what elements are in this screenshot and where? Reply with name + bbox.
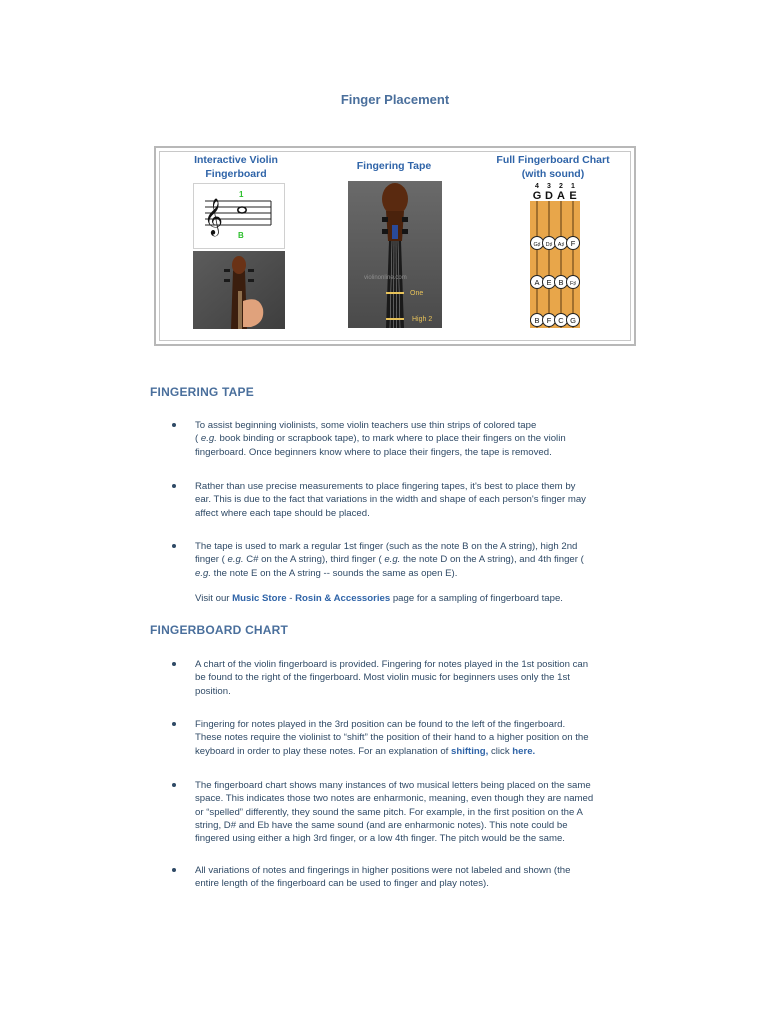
music-staff-image[interactable] xyxy=(193,183,285,249)
fingering-tape-list xyxy=(172,480,647,520)
text-line: space. This indicates those two notes are enharmonic, meaning, even though they are named xyxy=(195,793,594,805)
text-line: string, D# and Eb have the same sound (and are enharmonic notes). This note could be xyxy=(195,819,568,831)
full-chart-title-line2: (with sound) xyxy=(521,168,585,180)
full-fingerboard-chart-title[interactable] xyxy=(488,153,618,181)
interactive-fingerboard-title[interactable] xyxy=(176,153,296,181)
fingering-tape-list xyxy=(172,419,647,459)
text-line: finger ( e.g. C# on the A string), third finger ( e.g. the note D on the A string), and 4th finger ( xyxy=(195,554,584,566)
text-line: entire length of the fingerboard can be used to finger and play notes). xyxy=(195,878,489,890)
note-row3-a: C xyxy=(558,316,564,325)
fingering-tape-list xyxy=(172,540,647,580)
note-row2-e: F♯ xyxy=(569,281,577,287)
staff-finger-number: 1 xyxy=(239,190,244,199)
fingerboard-chart-list xyxy=(172,718,647,758)
list-item xyxy=(172,480,647,520)
tape-high2-label: High 2 xyxy=(412,316,433,323)
watermark-text: violinonline.com xyxy=(364,275,407,281)
treble-clef-icon: 𝄞 xyxy=(204,197,223,235)
note-row1-e: F xyxy=(570,239,576,248)
rosin-accessories-link[interactable]: Rosin & Accessories xyxy=(295,593,391,604)
text-line: fingered using either a high 3rd finger, or a low 4th finger. The pitch would be the same. xyxy=(195,833,565,845)
fingering-tape-heading: FINGERING TAPE xyxy=(150,385,254,399)
bullet-icon xyxy=(172,868,176,872)
bullet-icon xyxy=(172,423,176,427)
music-store-link[interactable]: Music Store xyxy=(232,593,287,604)
visit-store-paragraph: Visit our Music Store - Rosin & Accessories page for a sampling of fingerboard tape. xyxy=(195,593,563,604)
note-row2-a: B xyxy=(558,278,564,287)
string-number-3: 3 xyxy=(547,183,551,190)
string-number-4: 4 xyxy=(535,183,539,190)
figure-panel xyxy=(154,146,636,346)
fingering-tape-photo[interactable] xyxy=(348,181,442,328)
string-label-e: E xyxy=(569,190,577,202)
text-line: e.g. the note E on the A string -- sounds the same as open E). xyxy=(195,567,458,579)
text-line: Fingering for notes played in the 3rd position can be found to the left of the fingerboard. xyxy=(195,719,566,730)
note-row3-d: F xyxy=(546,316,552,325)
list-item xyxy=(172,718,647,758)
violin-hand-photo xyxy=(193,251,285,329)
list-item xyxy=(172,779,647,845)
full-chart-title-line1: Full Fingerboard Chart xyxy=(496,154,610,166)
fingerboard-chart-list xyxy=(172,658,647,698)
list-item xyxy=(172,864,647,891)
list-item xyxy=(172,419,647,459)
string-number-2: 2 xyxy=(559,183,563,190)
note-row3-g: B xyxy=(534,316,540,325)
note-row2-g: A xyxy=(534,278,540,287)
string-label-a: A xyxy=(557,190,565,202)
text-line: To assist beginning violinists, some violin teachers use thin strips of colored tape xyxy=(195,420,537,431)
bullet-icon xyxy=(172,783,176,787)
text-line: fingerboard. Once beginners know where to place their fingers, the tape is removed. xyxy=(195,446,552,458)
note-row3-e: G xyxy=(570,316,576,325)
bullet-icon xyxy=(172,484,176,488)
interactive-fingerboard-title-line1: Interactive Violin xyxy=(194,154,278,166)
fingerboard-chart-list xyxy=(172,779,647,845)
string-number-1: 1 xyxy=(571,183,575,190)
bullet-icon xyxy=(172,722,176,726)
text-line: affect where each tape should be placed. xyxy=(195,507,370,519)
note-row1-g: G♯ xyxy=(533,242,541,248)
note-row1-a: A♯ xyxy=(557,242,565,248)
text-line: Rather than use precise measurements to place fingering tapes, it's best to place them by xyxy=(195,481,576,492)
note-row1-d: D♯ xyxy=(545,242,553,248)
text-line: A chart of the violin fingerboard is provided. Fingering for notes played in the 1st position can xyxy=(195,659,589,670)
string-label-g: G xyxy=(532,190,542,202)
bullet-icon xyxy=(172,662,176,666)
text-line: keyboard in order to play these notes. For an explanation of shifting, click here. xyxy=(195,745,536,757)
here-link[interactable]: here. xyxy=(512,745,536,757)
text-line: position. xyxy=(195,685,231,697)
interactive-fingerboard-title-line2: Fingerboard xyxy=(205,168,267,180)
text-line: All variations of notes and fingerings in higher positions were not labeled and shown (the xyxy=(195,865,571,876)
text-line: The tape is used to mark a regular 1st finger (such as the note B on the A string), high 2nd xyxy=(195,541,578,552)
list-item xyxy=(172,540,647,580)
staff-note-label: B xyxy=(238,231,244,240)
note-row2-d: E xyxy=(546,278,552,287)
list-item xyxy=(172,658,647,698)
text-line: ear. This is due to the fact that variations in the width and shape of each person's finger may xyxy=(195,494,586,506)
fingerboard-chart-list xyxy=(172,864,647,891)
page-title: Finger Placement xyxy=(340,92,450,107)
fingerboard-chart-image[interactable] xyxy=(508,181,602,328)
text-line: The fingerboard chart shows many instances of two musical letters being placed on the same xyxy=(195,780,591,791)
bullet-icon xyxy=(172,544,176,548)
text-line: be found to the right of the fingerboard. Most violin music for beginners uses only the 1st xyxy=(195,672,570,684)
text-line: or “spelled” differently, they sound the same pitch. For example, in the first position on the A xyxy=(195,806,583,818)
fingering-tape-title[interactable]: Fingering Tape xyxy=(356,160,432,172)
text-line: ( e.g. book binding or scrapbook tape), to mark where to place their fingers on the violin xyxy=(195,433,566,445)
shifting-link[interactable]: shifting, xyxy=(451,745,489,757)
fingerboard-chart-heading: FINGERBOARD CHART xyxy=(150,623,289,637)
string-label-d: D xyxy=(545,190,553,202)
text-line: These notes require the violinist to “shift” the position of their hand to a higher position on the xyxy=(195,732,589,744)
tape-one-label: One xyxy=(410,290,424,297)
